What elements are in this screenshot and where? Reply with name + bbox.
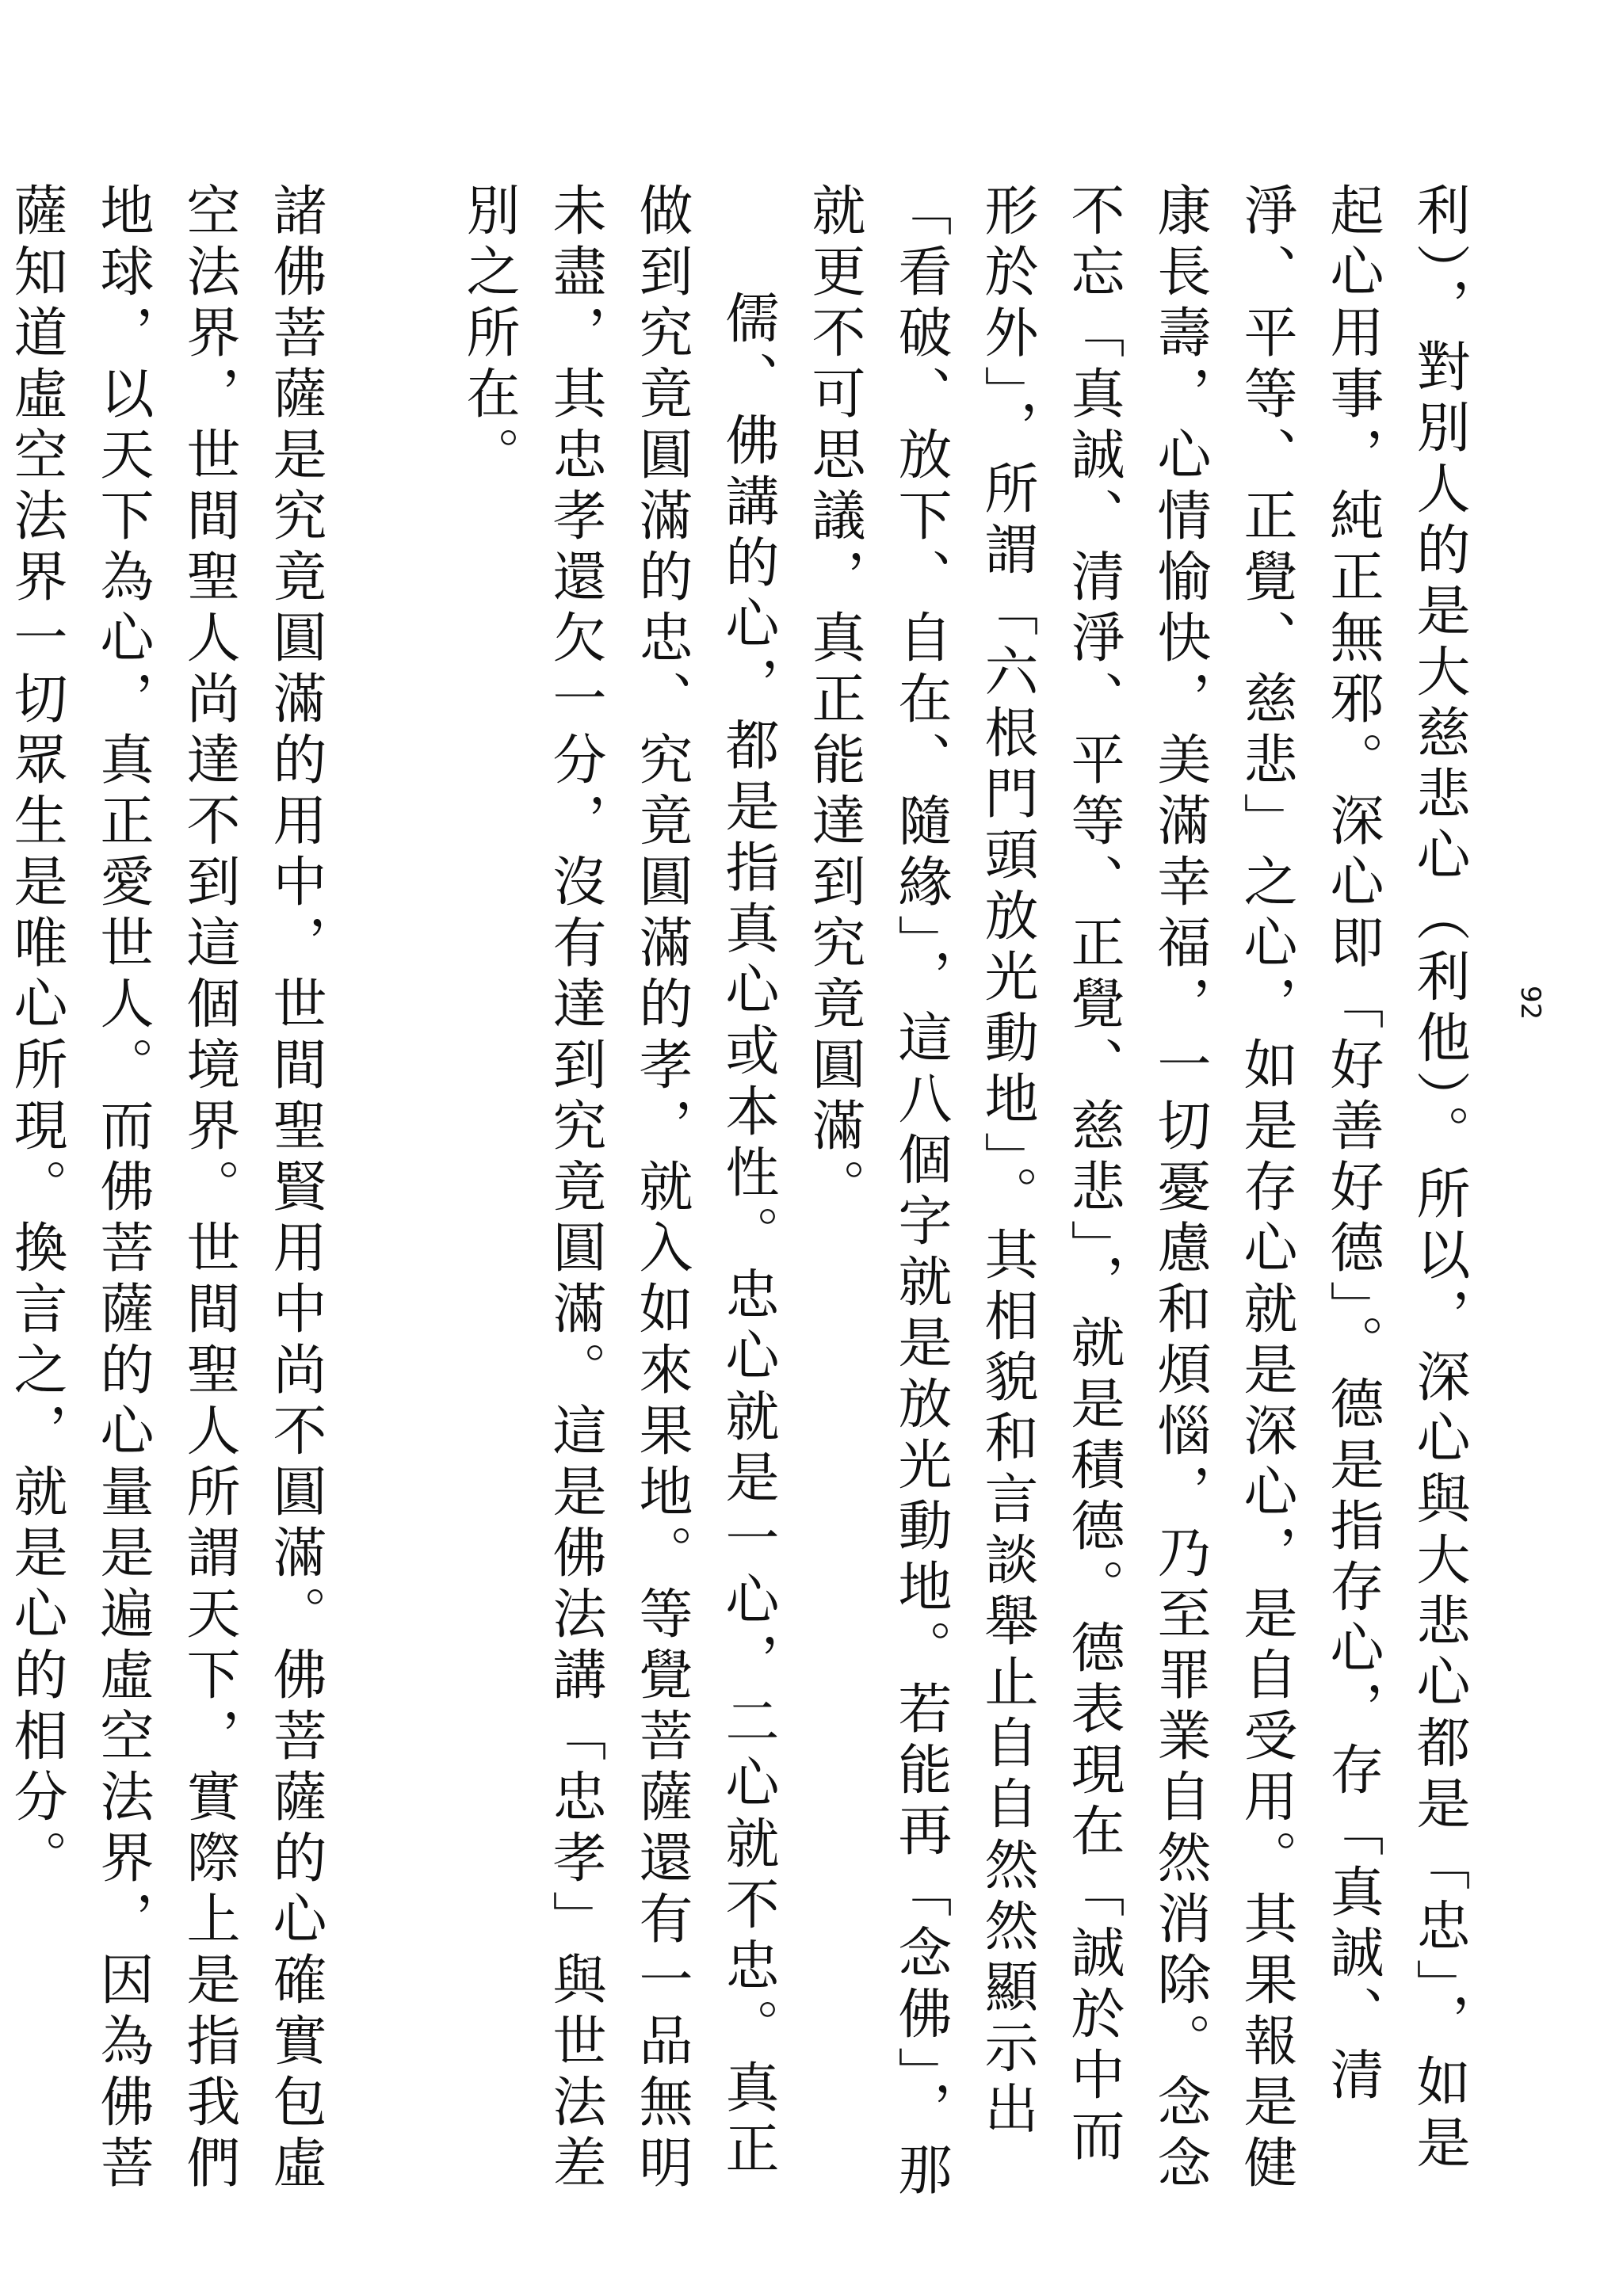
page-number: 92	[1514, 986, 1546, 1020]
paragraph-1: 利），對別人的是大慈悲心（利他）。所以，深心與大悲心都是「忠」，如是起心用事，純正無邪。深心即「好善好德」。德是指存心，存「真誠、清淨、平等、正覺、慈悲」之心，如是存心就是深心，是自受用。其果報是健康長壽，心情愉快，美滿幸福，一切憂慮和煩惱，乃至罪業自然消除。念念不忘「真誠、清淨、平等、正覺、慈悲」，就是積德。德表現在「誠於中而形於外」，所謂「六根門頭放光動地」。其相貌和言談舉止自自然然顯示出「看破、放下、自在、隨緣」，這八個字就是放光動地。若能再「念佛」，那就更不可思議，真正能達到究竟圓滿。	[803, 182, 1470, 2203]
vertical-text-body	[5, 182, 1482, 2226]
paragraph-3: 諸佛菩薩是究竟圓滿的用中，世間聖賢用中尚不圓滿。佛菩薩的心確實包虛空法界，世間聖人尚達不到這個境界。世間聖人所謂天下，實際上是指我們地球，以天下為心，真正愛世人。而佛菩薩的心量是遍虛空法界，因為佛菩薩知道虛空法界一切眾生是唯心所現。換言之，就是心的相分。	[5, 182, 327, 2195]
paragraph-2: 儒、佛講的心，都是指真心或本性。忠心就是一心，二心就不忠。真正做到究竟圓滿的忠、究竟圓滿的孝，就入如來果地。等覺菩薩還有一品無明未盡，其忠孝還欠一分，沒有達到究竟圓滿。這是佛法講「忠孝」與世法差別之所在。	[457, 182, 779, 2195]
